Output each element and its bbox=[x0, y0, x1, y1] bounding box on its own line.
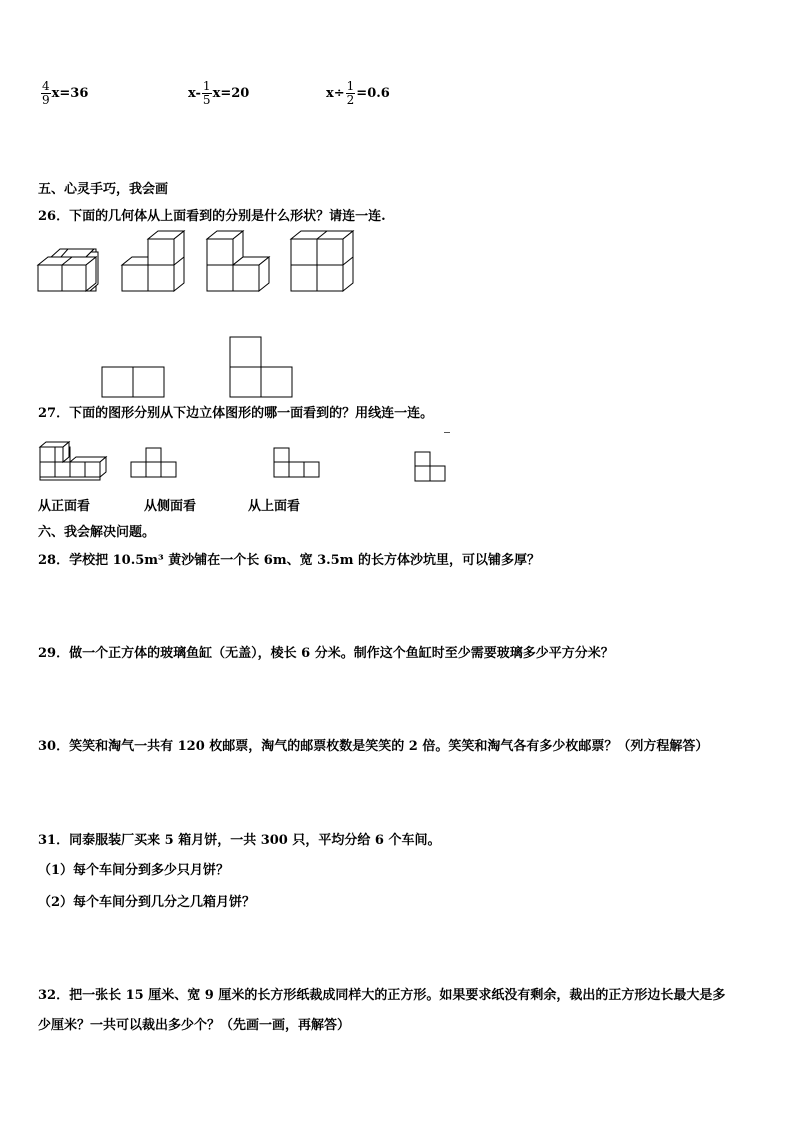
question-29: 29．做一个正方体的玻璃鱼缸（无盖），棱长 6 分米。制作这个鱼缸时至少需要玻璃多少平方分米？ bbox=[38, 646, 614, 661]
question-31: 31．同泰服装厂买来 5 箱月饼，一共 300 只，平均分给 6 个车间。 bbox=[38, 833, 441, 848]
q27-figures bbox=[38, 440, 458, 490]
question-30: 30．笑笑和淘气一共有 120 枚邮票，淘气的邮票枚数是笑笑的 2 倍。笑笑和淘气各有多少枚邮票？（列方程解答） bbox=[38, 739, 709, 754]
view-side bbox=[274, 448, 319, 477]
stray-mark bbox=[444, 432, 450, 433]
q27-solid bbox=[40, 442, 106, 480]
fraction: $\frac{4}{9}$ bbox=[42, 79, 50, 107]
label-side-view: 从侧面看 bbox=[144, 499, 197, 514]
top-view-1 bbox=[102, 367, 164, 397]
question-31-part-2: （2）每个车间分到几分之几箱月饼？ bbox=[38, 895, 256, 910]
q26-top-views bbox=[100, 336, 300, 400]
question-31-part-1: （1）每个车间分到多少只月饼？ bbox=[38, 863, 230, 878]
section-6-title: 六、我会解决问题。 bbox=[38, 525, 156, 540]
label-top-view: 从上面看 bbox=[248, 499, 301, 514]
solid-2 bbox=[122, 231, 184, 291]
q26-solids bbox=[36, 228, 366, 298]
view-front bbox=[131, 448, 176, 477]
solid-4 bbox=[291, 231, 353, 291]
equation-2: x- $\frac{1}{5}$ x=20 bbox=[188, 79, 250, 107]
equation-1: $\frac{4}{9}$ x=36 bbox=[42, 79, 89, 107]
question-27: 27．下面的图形分别从下边立体图形的哪一面看到的？用线连一连。 bbox=[38, 406, 434, 421]
section-5-title: 五、心灵手巧，我会画 bbox=[38, 182, 169, 197]
top-view-2 bbox=[230, 337, 292, 397]
question-26: 26．下面的几何体从上面看到的分别是什么形状？请连一连. bbox=[38, 209, 386, 224]
view-top bbox=[415, 452, 445, 481]
label-front-view: 从正面看 bbox=[38, 499, 91, 514]
question-32-line-2: 少厘米？一共可以裁出多少个？（先画一画，再解答） bbox=[38, 1018, 351, 1033]
question-32-line-1: 32．把一张长 15 厘米、宽 9 厘米的长方形纸裁成同样大的正方形。如果要求纸没有剩余，裁出的正方形边长最大是多 bbox=[38, 988, 726, 1003]
solid-3 bbox=[207, 231, 269, 291]
question-28: 28．学校把 10.5m³ 黄沙铺在一个长 6m、宽 3.5m 的长方体沙坑里，可以铺多厚？ bbox=[38, 553, 541, 568]
equation-3: x÷ $\frac{1}{2}$ =0.6 bbox=[326, 79, 390, 107]
fraction: $\frac{1}{5}$ bbox=[202, 79, 211, 107]
solid-1 bbox=[38, 249, 98, 291]
fraction: $\frac{1}{2}$ bbox=[346, 79, 355, 107]
